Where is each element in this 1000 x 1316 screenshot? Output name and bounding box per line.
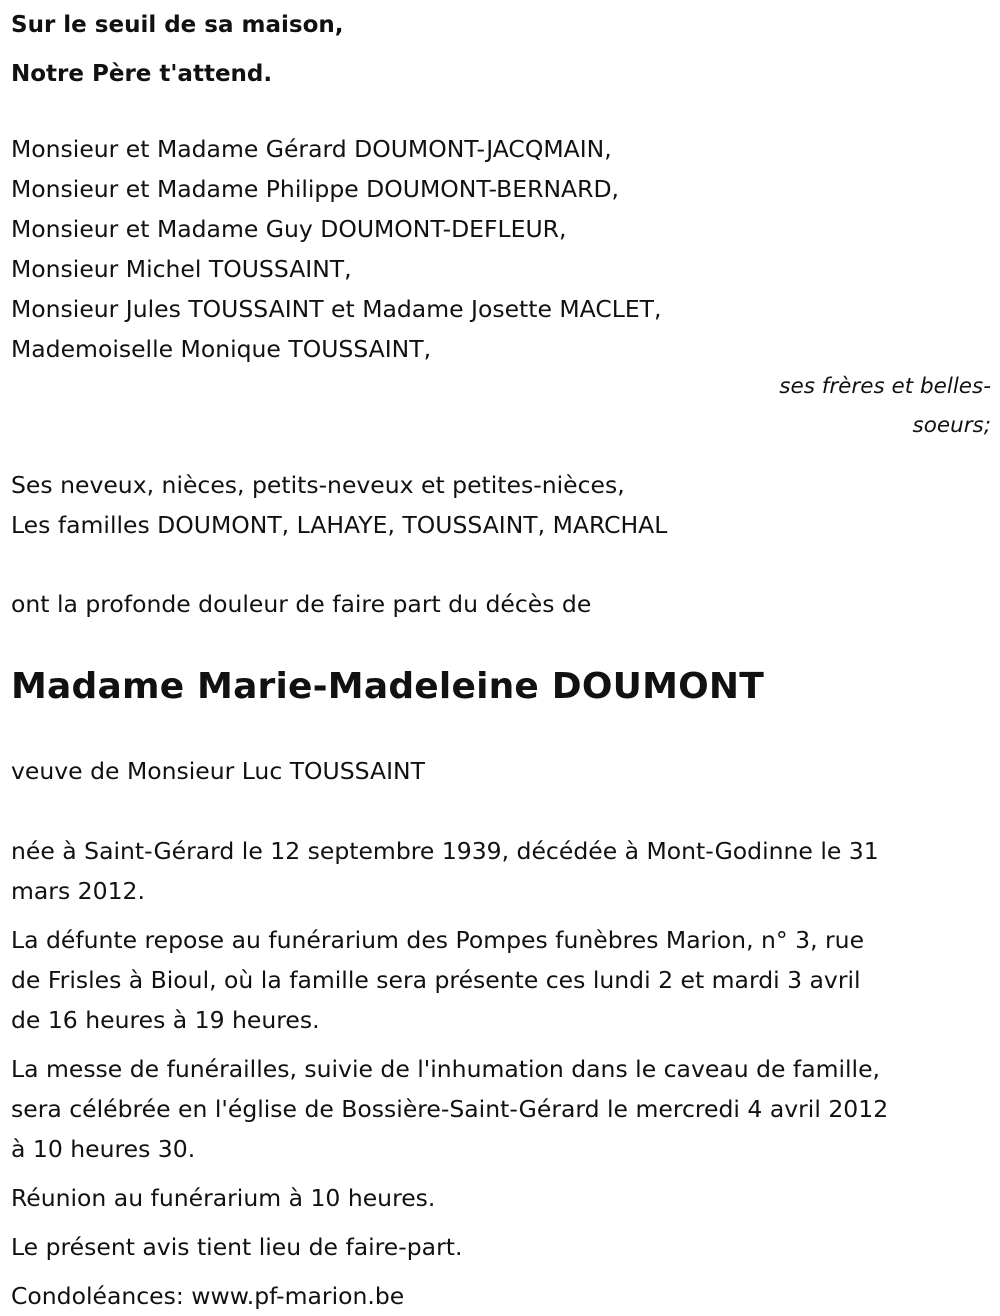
verse-line-2: Notre Père t'attend. (11, 61, 273, 87)
mass-line: La messe de funérailles, suivie de l'inhumation dans le caveau de famille, (11, 1055, 880, 1083)
relation-line-1: ses frères et belles- (779, 374, 991, 399)
family-member: Monsieur Jules TOUSSAINT et Madame Josette MACLET, (11, 295, 662, 323)
mass-line: à 10 heures 30. (11, 1135, 196, 1163)
verse-line-1: Sur le seuil de sa maison, (11, 12, 344, 38)
family-member: Mademoiselle Monique TOUSSAINT, (11, 335, 432, 363)
repose-line: de 16 heures à 19 heures. (11, 1006, 320, 1034)
widow-of: veuve de Monsieur Luc TOUSSAINT (11, 757, 425, 785)
notice-statement: Le présent avis tient lieu de faire-part. (11, 1233, 463, 1261)
family-list (11, 129, 991, 369)
family-member: Monsieur Michel TOUSSAINT, (11, 255, 352, 283)
relation-note (11, 367, 991, 445)
repose-details (11, 920, 991, 1040)
deceased-name: Madame Marie-Madeleine DOUMONT (11, 666, 765, 707)
family-member: Monsieur et Madame Philippe DOUMONT-BERNARD, (11, 175, 620, 203)
repose-line: de Frisles à Bioul, où la famille sera présente ces lundi 2 et mardi 3 avril (11, 966, 861, 994)
birth-death-line: née à Saint-Gérard le 12 septembre 1939, décédée à Mont-Godinne le 31 (11, 837, 879, 865)
mass-details (11, 1049, 991, 1169)
family-member: Monsieur et Madame Gérard DOUMONT-JACQMAIN, (11, 135, 612, 163)
repose-line: La défunte repose au funérarium des Pompes funèbres Marion, n° 3, rue (11, 926, 865, 954)
family-member: Monsieur et Madame Guy DOUMONT-DEFLEUR, (11, 215, 567, 243)
extended-family-line: Ses neveux, nièces, petits-neveux et petites-nièces, (11, 471, 625, 499)
condolences-link[interactable]: Condoléances: www.pf-marion.be (11, 1282, 405, 1310)
birth-death-line: mars 2012. (11, 877, 145, 905)
relation-line-2: soeurs; (912, 413, 991, 438)
obituary-notice (11, 0, 991, 1316)
verse (11, 1, 991, 99)
birth-death-details (11, 831, 991, 911)
meeting-info: Réunion au funérarium à 10 heures. (11, 1184, 436, 1212)
mass-line: sera célébrée en l'église de Bossière-Saint-Gérard le mercredi 4 avril 2012 (11, 1095, 889, 1123)
announcement-intro: ont la profonde douleur de faire part du décès de (11, 590, 592, 618)
extended-family (11, 465, 991, 545)
extended-family-line: Les familles DOUMONT, LAHAYE, TOUSSAINT, MARCHAL (11, 511, 668, 539)
